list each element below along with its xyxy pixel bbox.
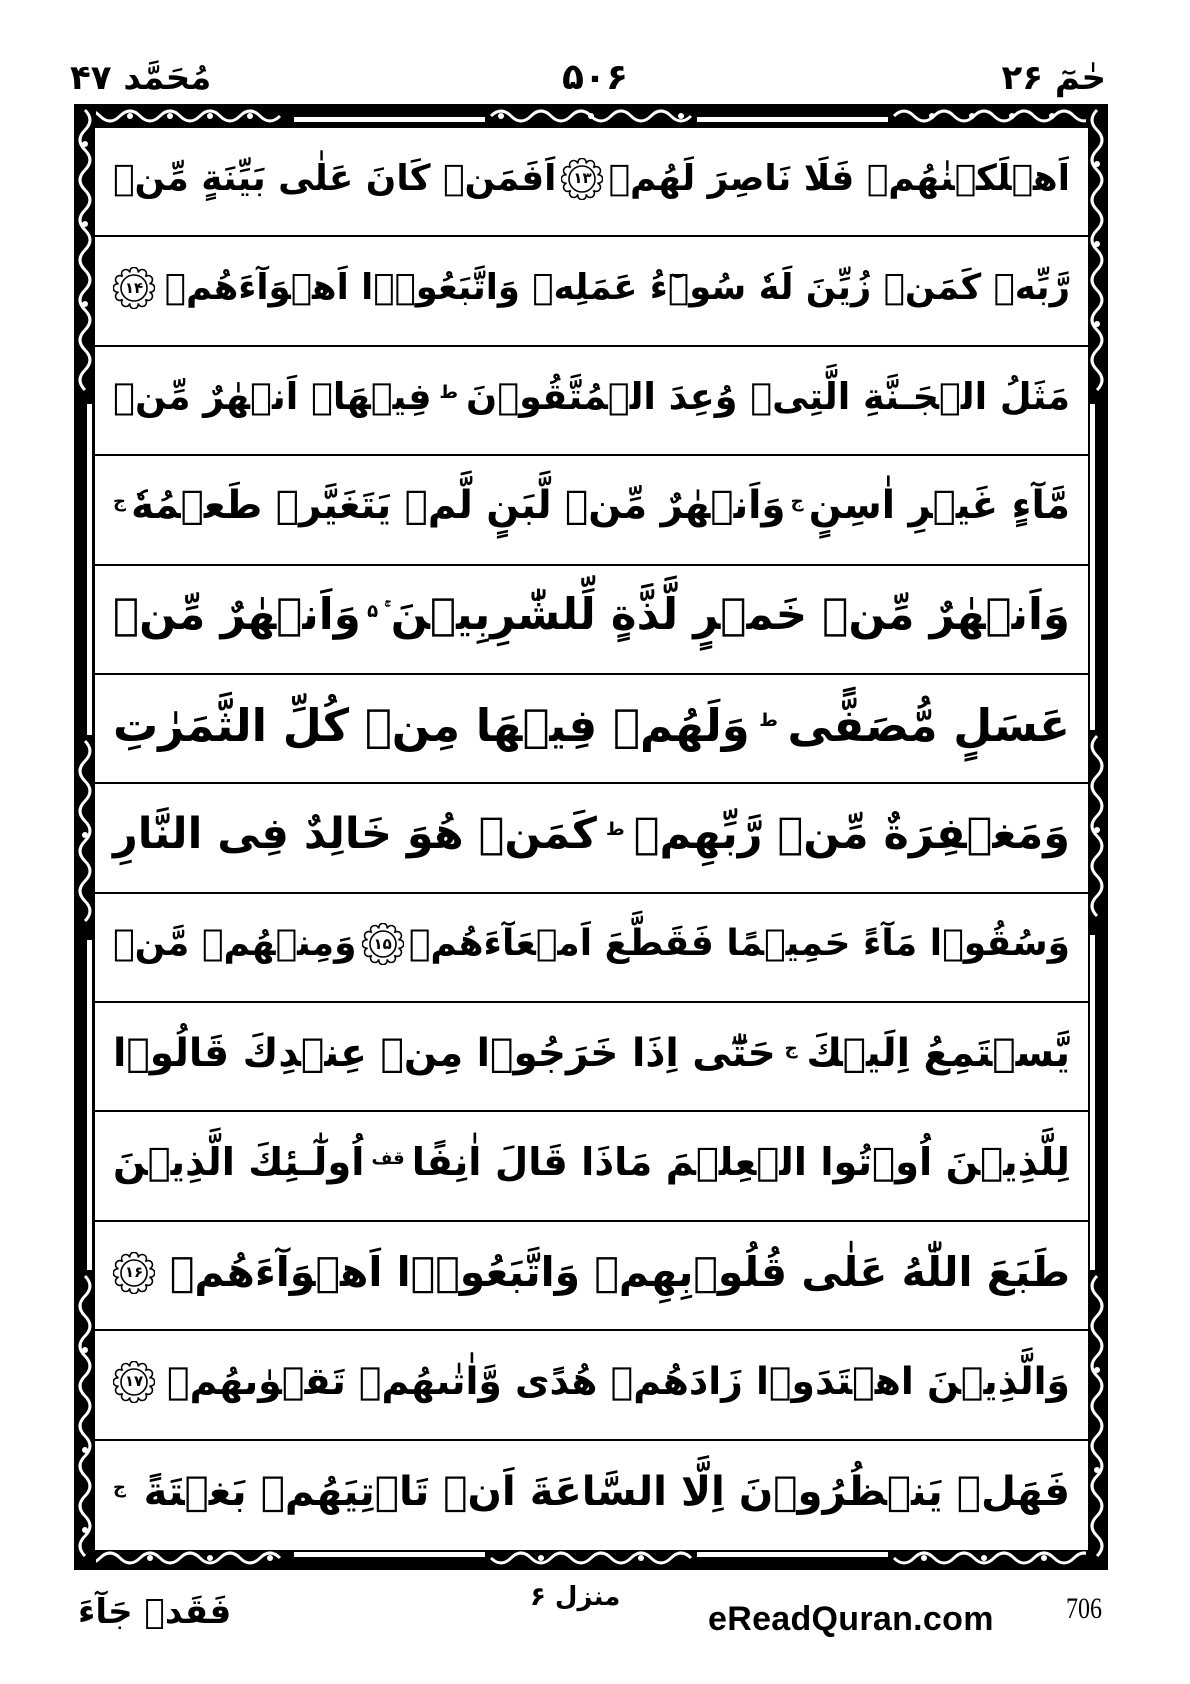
page-number-arabic: ۵۰۶ xyxy=(562,57,628,98)
ayah-number: ۱۷ xyxy=(124,1372,144,1391)
waqf-sign: ط xyxy=(606,819,625,841)
waqf-sign: ج xyxy=(113,1476,126,1498)
text-line xyxy=(95,1331,1088,1440)
juz-name-header: حٰمٓ ۲۶ xyxy=(1001,58,1106,98)
ayah-end-marker-icon xyxy=(113,1361,155,1403)
ornament-right-bottom-icon xyxy=(1086,1270,1108,1570)
ornament-right-middle-icon xyxy=(1086,730,1108,935)
verse-text: وَاَنۡهٰرٌ مِّنۡ لَّبَنٍ لَّمۡ يَتَغَيَّرۡ طَعۡمُهٗ xyxy=(131,483,786,529)
ayah-end-marker-icon xyxy=(113,267,155,309)
waqf-sign: ج xyxy=(790,491,804,513)
verse-text: وَاَنۡهٰرٌ مِّنۡ خَمۡرٍ لَّذَّةٍ لِّلشّٰرِبِيۡنَ xyxy=(390,590,1070,641)
text-line xyxy=(95,1441,1088,1550)
verse-text: وَاَنۡهٰرٌ مِّنۡ xyxy=(113,590,361,641)
ornament-left-bottom-icon xyxy=(74,1270,96,1570)
verse-text: وَمَغۡفِرَةٌ مِّنۡ رَّبِّهِمۡ xyxy=(633,809,1070,860)
verse-text: لِلَّذِيۡنَ اُوۡتُوا الۡعِلۡمَ مَاذَا قَالَ اٰنِفًا xyxy=(411,1139,1070,1185)
waqf-sign: ط xyxy=(439,381,459,403)
quran-text-panel xyxy=(95,128,1088,1550)
verse-text: طَبَعَ اللّٰهُ عَلٰى قُلُوۡبِهِمۡ وَاتَّبَعُوۡۤا اَهۡوَآءَهُمۡ xyxy=(169,1248,1070,1297)
verse-text: رَّبِّهٖ كَمَنۡ زُيِّنَ لَهٗ سُوۡٓءُ عَمَلِهٖ وَاتَّبَعُوۡۤا اَهۡوَآءَهُمۡ xyxy=(164,267,1070,309)
text-line xyxy=(95,675,1088,784)
verse-text: حَتّٰٓى اِذَا خَرَجُوۡا مِنۡ عِنۡدِكَ قَالُوۡا xyxy=(113,1031,776,1077)
ornament-left-middle-icon xyxy=(74,735,96,940)
ayah-number: ۱۶ xyxy=(124,1263,144,1282)
waqf-sign: ۚ ۵ xyxy=(367,600,385,622)
verse-text: وَسُقُوۡا مَآءً حَمِيۡمًا فَقَطَّعَ اَمۡعَآءَهُمۡ xyxy=(408,923,1070,965)
ayah-end-marker-icon xyxy=(561,158,603,200)
verse-text: مَّآءٍ غَيۡرِ اٰسِنٍ xyxy=(808,483,1070,529)
text-line xyxy=(95,566,1088,675)
waqf-sign: ط xyxy=(759,710,778,732)
text-line xyxy=(95,1003,1088,1112)
verse-text: فَهَلۡ يَنۡظُرُوۡنَ اِلَّا السَّاعَةَ اَنۡ تَاۡتِيَهُمۡ بَغۡتَةً xyxy=(143,1468,1070,1516)
verse-text: وَلَهُمۡ فِيۡهَا مِنۡ كُلِّ الثَّمَرٰتِ xyxy=(113,699,750,753)
text-line xyxy=(95,456,1088,565)
text-line xyxy=(95,128,1088,237)
text-line xyxy=(95,347,1088,456)
surah-name-header: مُحَمَّد ۴۷ xyxy=(70,58,212,98)
verse-text: يَّسۡتَمِعُ اِلَيۡكَ xyxy=(806,1031,1070,1077)
ayah-number: ۱۴ xyxy=(124,278,144,297)
text-line xyxy=(95,237,1088,346)
catchword: فَقَدۡ جَآءَ xyxy=(78,1592,232,1632)
text-line xyxy=(95,1112,1088,1221)
waqf-sign: ج xyxy=(113,491,126,513)
verse-text: عَسَلٍ مُّصَفًّى xyxy=(787,699,1070,753)
text-line xyxy=(95,894,1088,1003)
manzil-label: منزل ۶ xyxy=(530,1582,621,1612)
verse-text: اُولٰٓـئِكَ الَّذِيۡنَ xyxy=(113,1139,365,1185)
text-line xyxy=(95,784,1088,893)
verse-text: اَهۡلَكۡنٰهُمۡ فَلَا نَاصِرَ لَهُمۡ xyxy=(608,157,1070,199)
site-watermark: eReadQuran.com xyxy=(708,1600,994,1638)
ayah-number: ۱۳ xyxy=(573,169,592,188)
ornament-left-top-icon xyxy=(74,104,96,404)
verse-text: وَمِنۡهُمۡ مَّنۡ xyxy=(113,923,357,965)
ornament-top-left-icon xyxy=(74,104,294,128)
ornament-top-right-icon xyxy=(888,104,1108,128)
verse-text: وَالَّذِيۡنَ اهۡتَدَوۡا زَادَهُمۡ هُدًى وَّاٰتٰٮهُمۡ تَقۡوٰٮهُمۡ xyxy=(166,1359,1070,1404)
verse-text: مَثَلُ الۡجَـنَّةِ الَّتِىۡ وُعِدَ الۡمُتَّقُوۡنَ xyxy=(466,375,1070,419)
page-number: 706 xyxy=(1066,1592,1102,1625)
ayah-end-marker-icon xyxy=(362,923,404,965)
waqf-sign: ج xyxy=(784,1038,798,1060)
waqf-sign: قف xyxy=(371,1147,405,1169)
ornament-top-center-icon xyxy=(485,104,697,128)
ornament-right-top-icon xyxy=(1086,104,1108,404)
ayah-number: ۱۵ xyxy=(373,934,392,953)
verse-text: كَمَنۡ هُوَ خَالِدٌ فِى النَّارِ xyxy=(113,809,597,860)
verse-text: اَفَمَنۡ كَانَ عَلٰى بَيِّنَةٍ مِّنۡ xyxy=(113,157,557,199)
verse-text: فِيۡهَاۤ اَنۡهٰرٌ مِّنۡ xyxy=(113,375,432,419)
ayah-end-marker-icon xyxy=(113,1252,155,1294)
text-line xyxy=(95,1222,1088,1331)
